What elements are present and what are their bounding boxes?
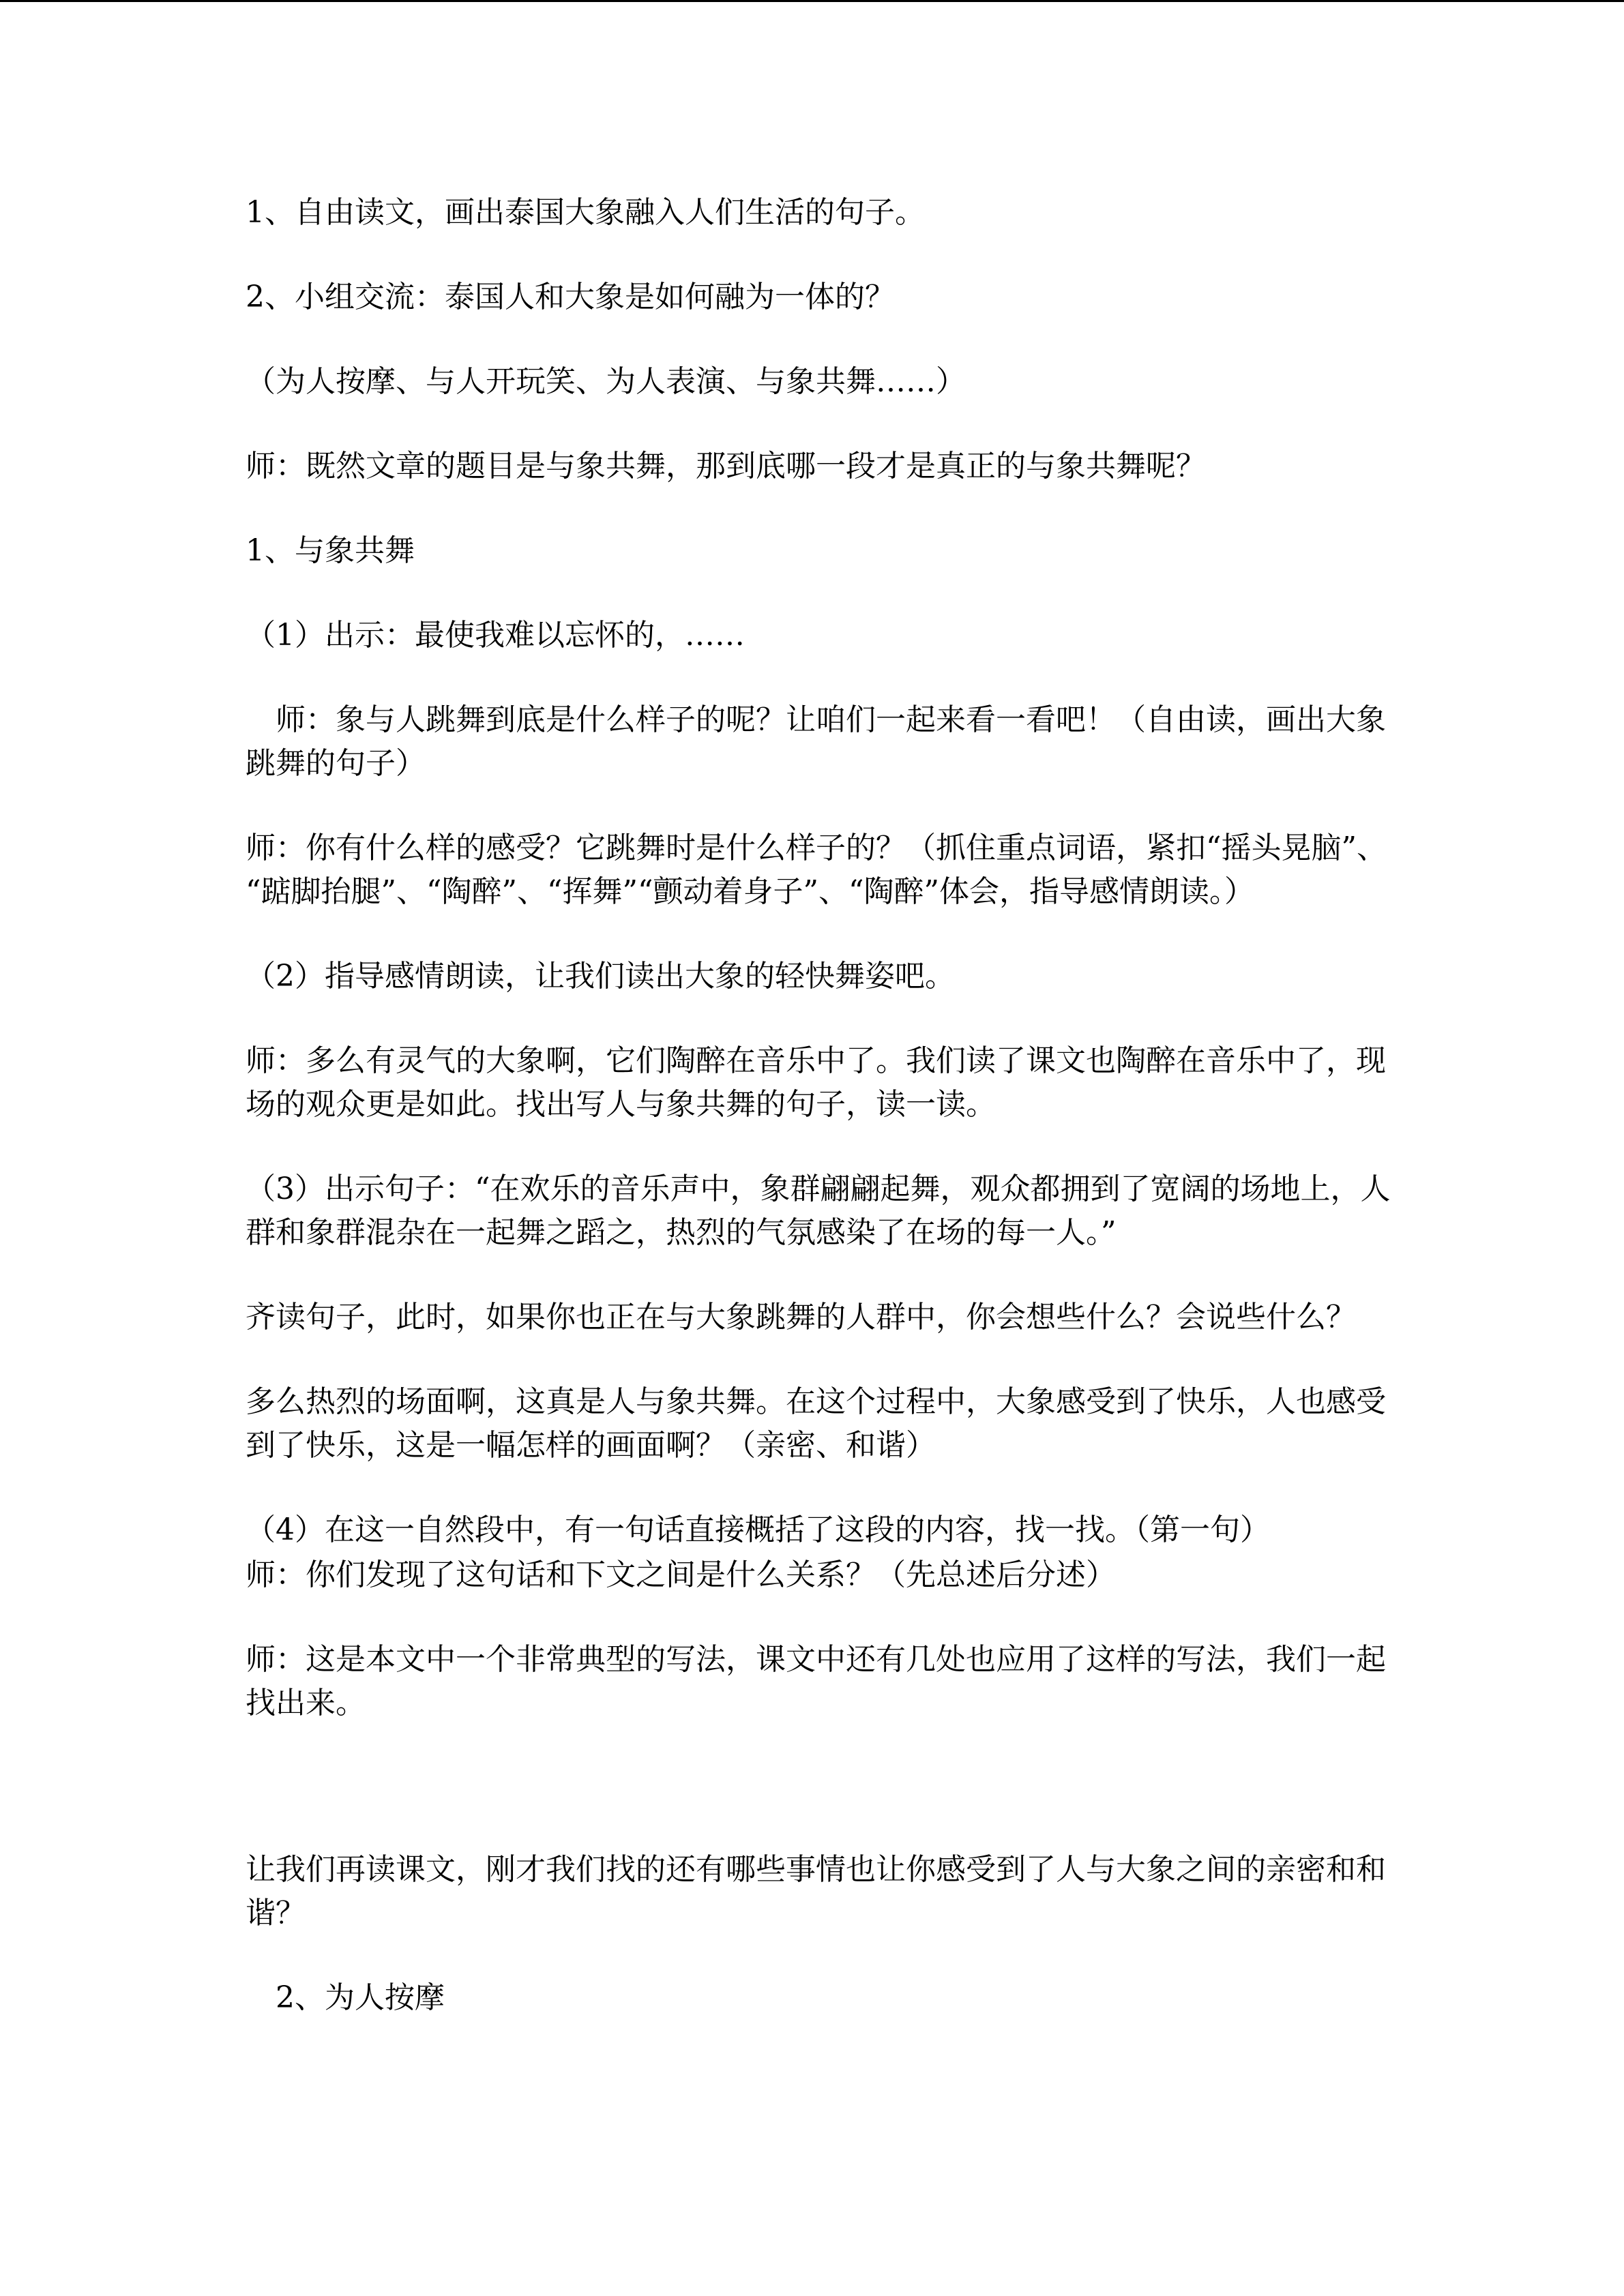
heading-dance-with-elephant: 1、与象共舞 [246,533,415,568]
paragraph-teacher-music: 师：多么有灵气的大象啊，它们陶醉在音乐中了。我们读了课文也陶醉在音乐中了，现场的观众更是如此。找出写人与象共舞的句子，读一读。 [246,1043,1386,1122]
paragraph-step-1: 1、自由读文，画出泰国大象融入人们生活的句子。 [246,195,925,230]
heading-massage: 2、为人按摩 [276,1980,445,2015]
paragraph-teacher-question: 师：既然文章的题目是与象共舞，那到底哪一段才是真正的与象共舞呢？ [246,449,1206,483]
paragraph-guide-reading: （2）指导感情朗读，让我们读出大象的轻快舞姿吧。 [246,959,955,994]
paragraph-relation: 师：你们发现了这句话和下文之间是什么关系？（先总述后分述） [246,1557,1116,1592]
paragraph-answer-list: （为人按摩、与人开玩笑、为人表演、与象共舞……） [246,364,966,399]
paragraph-teacher-feeling: 师：你有什么样的感受？它跳舞时是什么样子的？（抓住重点词语，紧扣“摇头晃脑”、 “踮脚抬腿”、“陶醉”、“挥舞”“颤动着身子”、“陶醉”体会，指导感情朗读。） [246,831,1387,909]
paragraph-writing-method: 师：这是本文中一个非常典型的写法，课文中还有几处也应用了这样的写法，我们一起找出来。 [246,1642,1386,1720]
paragraph-show-sentence: （3）出示句子：“在欢乐的音乐声中，象群翩翩起舞，观众都拥到了宽阔的场地上，人群和象群混杂在一起舞之蹈之，热烈的气氛感染了在场的每一人。” [246,1172,1391,1250]
paragraph-read-together: 齐读句子，此时，如果你也正在与大象跳舞的人群中，你会想些什么？会说些什么？ [246,1300,1356,1335]
paragraph-step-2: 2、小组交流：泰国人和大象是如何融为一体的？ [246,280,895,314]
paragraph-reread: 让我们再读课文，刚才我们找的还有哪些事情也让你感受到了人与大象之间的亲密和和谐？ [246,1852,1386,1930]
document-body [246,191,1391,2061]
paragraph-teacher-dance: 师：象与人跳舞到底是什么样子的呢？让咱们一起来看一看吧！（自由读，画出大象跳舞的句子） [246,702,1386,781]
paragraph-show-1: （1）出示：最使我难以忘怀的，…… [246,618,745,653]
paragraph-summary-sentence: （4）在这一自然段中，有一句话直接概括了这段的内容，找一找。（第一句） [246,1512,1270,1547]
blank-space [246,1766,1391,1848]
top-border-line [0,0,1624,2]
paragraph-harmony: 多么热烈的场面啊，这真是人与象共舞。在这个过程中，大象感受到了快乐，人也感受到了快乐，这是一幅怎样的画面啊？（亲密、和谐） [246,1384,1386,1463]
